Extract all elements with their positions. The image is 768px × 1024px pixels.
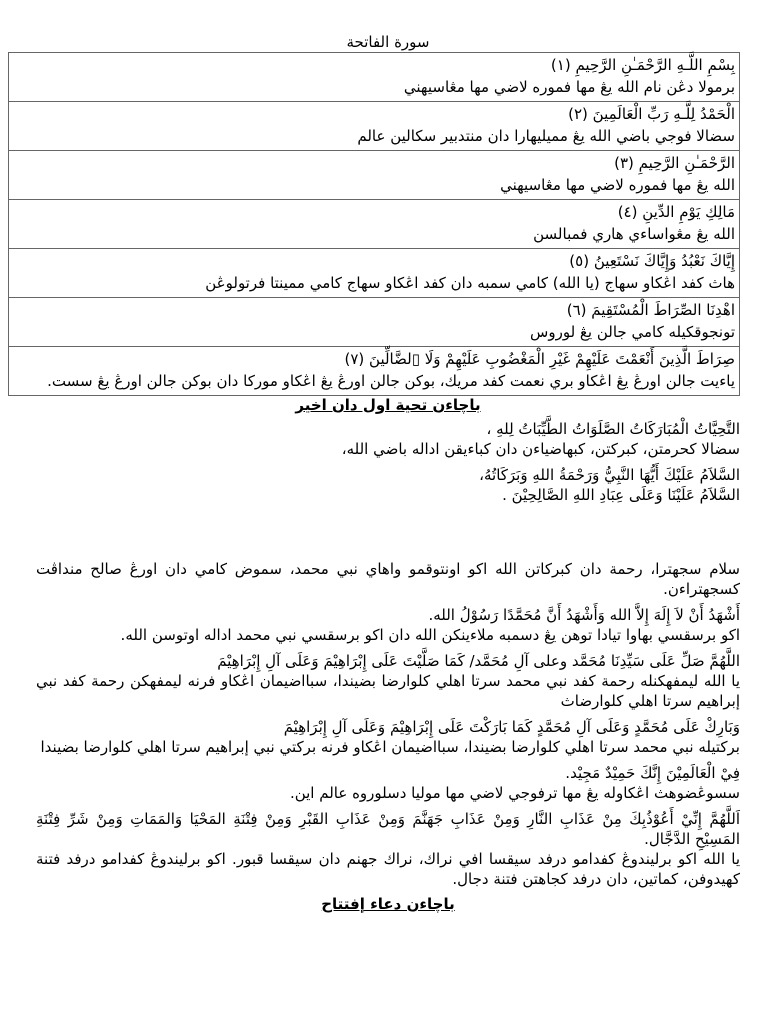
salam-nabi-arabic: السَّلاَمُ عَلَيْكَ أَيُّهَا النَّبِيُّ وَرَحْمَةُ اللهِ وَبَرَكَاتُهُ، — [479, 466, 740, 484]
verse-arabic: مَالِكِ يَوْمِ الدِّينِ (٤) — [617, 203, 735, 221]
fatiha-verse-table — [8, 52, 740, 396]
verse-translit: الله يڠ مها فموره لاضي مها مڠاسيهني — [500, 176, 735, 194]
barik-translation: بركتيله نبي محمد سرتا اهلي كلوارضا بضيندا، سبااضيمان اڠكاو فرنه بركتي نبي إبراهيم سرتا اهلي كلوارضا بضيندا — [40, 738, 740, 756]
audhu-translation: يا الله اكو برليندوڠ كفدامو درفد سيقسا افي نراك، نراك جهنم دان سيقسا قبور. اكو برليندوڠ كفدامو درفد فتنة كهيدوفن، كماتين، دان درفد كجاهتن فتنة دجال. — [36, 850, 740, 888]
table-row — [9, 53, 740, 102]
salawat-arabic: اللَّهُمَّ صَلِّ عَلَى سَيِّدِنَا مُحَمَّد وعلى آلِ مُحَمَّد/ كَمَا صَلَّيْتَ عَلَى إِبْرَاهِيْمَ وَعَلَى آلِ إِبْرَاهِيْمَ — [217, 652, 740, 670]
verse-translit: ياءيت جالن اورڠ يڠ اڠكاو بري نعمت كفد مريك، بوكن جالن اورڠ يڠ اڠكاو موركا دان بوكن جالن اورڠ يڠ سست. — [47, 372, 735, 390]
tahiyyat-translation: سضالا كحرمتن، كبركتن، كبهاضياءن دان كباءيقن اداله باضي الله، — [341, 440, 740, 458]
verse-arabic: بِسْمِ اللَّـهِ الرَّحْمَـٰنِ الرَّحِيمِ (١) — [550, 56, 735, 74]
tahiyyat-arabic: التَّحِيَّاتُ الْمُبَارَكَاتُ الصَّلَوَاتُ الطَّيِّبَاتُ لِلهِ ، — [486, 420, 740, 438]
verse-translit: تونجوقكيله كامي جالن يڠ لوروس — [530, 323, 735, 341]
verse-arabic: صِرَاطَ الَّذِينَ أَنْعَمْتَ عَلَيْهِمْ غَيْرِ الْمَغْضُوبِ عَلَيْهِمْ وَلَا ▯لضَّالِّينَ (٧) — [344, 350, 735, 368]
verse-translit: الله يڠ مڠواساءي هاري فمبالسن — [533, 225, 735, 243]
tahiyyat-heading: باچاءن تحية اول دان اخير — [295, 396, 481, 414]
shahada-translation: اكو برسقسي بهاوا تيادا توهن يڠ دسمبه ملاءينكن الله دان اكو برسقسي نبي محمد اداله اوتوسن الله. — [120, 626, 740, 644]
shahada-arabic: أَشْهَدُ أَنْ لاَ إِلَهَ إِلاَّ الله وَأَشْهَدُ أَنَّ مُحَمَّدًا رَسُوْلُ الله. — [428, 606, 740, 624]
table-row — [9, 298, 740, 347]
salawat-translation: يا الله ليمفهكنله رحمة كفد نبي محمد سرتا اهلي كلوارضا بضيندا، سبااضيمان اڠكاو فرنه ليمفهكن رحمة كفد نبي إبراهيم سرتا اهلي كلوارضاث — [36, 672, 740, 710]
verse-arabic: إِيَّاكَ نَعْبُدُ وَإِيَّاكَ نَسْتَعِينُ (٥) — [569, 252, 735, 270]
verse-translit: هاث كفد اڠكاو سهاج (يا الله) كامي سمبه دان كفد اڠكاو سهاج كامي ممينتا فرتولوڠن — [205, 274, 735, 292]
verse-translit: سضالا فوجي باضي الله يڠ مميليهارا دان منتدبير سكالين عالم — [357, 127, 735, 145]
table-row — [9, 151, 740, 200]
table-row — [9, 200, 740, 249]
verse-translit: برمولا دڠن نام الله يڠ مها فموره لاضي مها مڠاسيهني — [403, 78, 735, 96]
verse-arabic: الْحَمْدُ لِلَّـهِ رَبِّ الْعَالَمِينَ (٢) — [568, 105, 735, 123]
hamid-arabic: فِيْ الْعَالَمِيْنَ إِنَّكَ حَمِيْدٌ مَجِيْد. — [565, 764, 740, 782]
hamid-translation: سسوڠضوهث اڠكاوله يڠ مها ترفوجي لاضي مها موليا دسلوروه عالم اين. — [289, 784, 740, 802]
table-row — [9, 249, 740, 298]
surah-title: سورة الفاتحة — [346, 33, 430, 51]
salam-line — [36, 465, 740, 485]
iftitah-heading: باچاءن دعاء إفتتاح — [321, 895, 455, 913]
table-row — [9, 347, 740, 396]
audhu-arabic: اَللَّهُمَّ إِنِّيْ أَعُوْذُبِكَ مِنْ عَذَابِ النَّارِ وَمِنْ عَذَابِ جَهَنَّمَ وَمِنْ عَذَابِ القَبْرِ وَمِنْ فِتْنَةِ المَحْيَا وَالمَمَاتِ وَمِنْ شَرِّ فِتْنَةِ المَسِيْحِ الدَّجَّال. — [36, 810, 740, 848]
verse-arabic: الرَّحْمَـٰنِ الرَّحِيمِ (٣) — [614, 154, 735, 172]
table-row — [9, 102, 740, 151]
verse-arabic: اهْدِنَا الصِّرَاطَ الْمُسْتَقِيمَ (٦) — [566, 301, 735, 319]
salam-translation: سلام سجهترا، رحمة دان كبركاتن الله اكو اونتوقمو واهاي نبي محمد، سموض كامي دان اورڠ صالح منداڤت كسجهتراءن. — [36, 560, 740, 598]
barik-arabic: وَبَارِكْ عَلَى مُحَمَّدٍ وَعَلَى آلِ مُحَمَّدٍ كَمَا بَارَكْتَ عَلَى إِبْرَاهِيْمَ وَعَلَى آلِ إِبْرَاهِيْمَ — [283, 718, 740, 736]
salam-ibad-arabic: السَّلاَمُ عَلَيْنَا وَعَلَى عِبَادِ اللهِ الصَّالِحِيْنَ . — [502, 486, 740, 504]
